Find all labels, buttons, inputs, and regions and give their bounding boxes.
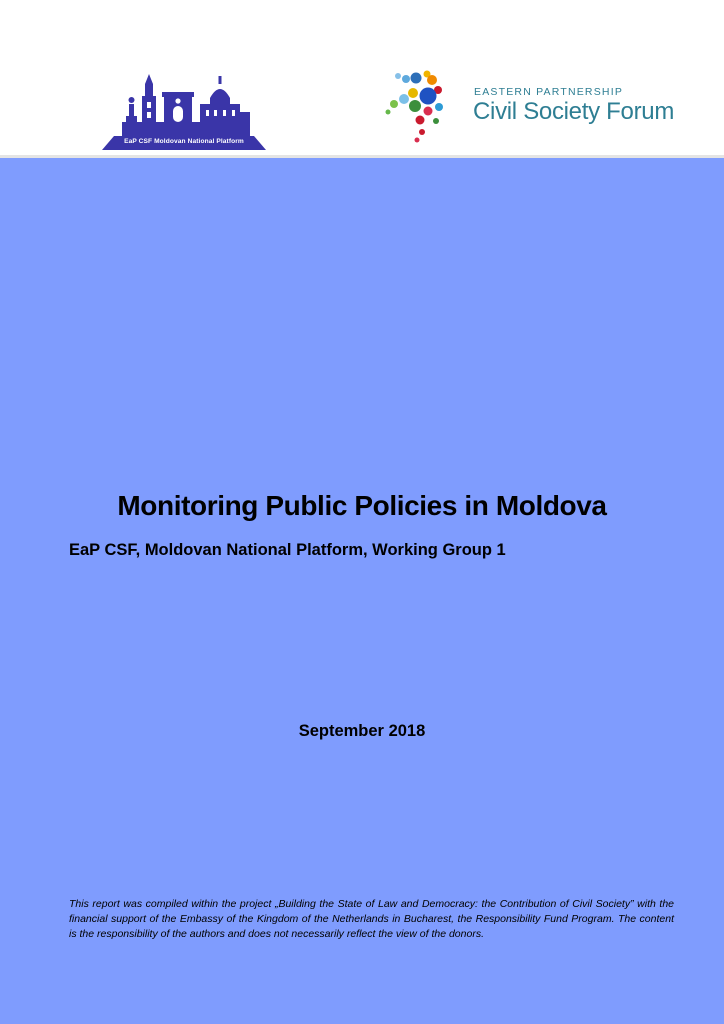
report-date: September 2018 [298, 722, 426, 740]
csf-logo [384, 66, 684, 146]
funding-disclaimer: This report was compiled within the project „Building the State of Law and Democracy: the Contribution of Civil Society” with the financial support of the Embassy of the Kingdom of the Netherlands in Bucharest, the Responsibility Fund Program. The content is the responsibility of the authors and does not necessarily reflect the view of the donors. [69, 898, 674, 940]
moldovan-platform-logo [102, 74, 266, 152]
cover-panel [0, 158, 724, 1024]
csf-line-civil-society-forum: Civil Society Forum [473, 98, 675, 125]
moldovan-platform-caption: EaP CSF Moldovan National Platform [124, 138, 244, 145]
report-subtitle: EaP CSF, Moldovan National Platform, Working Group 1 [69, 541, 506, 559]
csf-dots-logo-icon [384, 66, 464, 146]
report-title: Monitoring Public Policies in Moldova [117, 490, 607, 521]
page-header [0, 0, 724, 155]
csf-line-eastern-partnership: EASTERN PARTNERSHIP [474, 86, 624, 98]
